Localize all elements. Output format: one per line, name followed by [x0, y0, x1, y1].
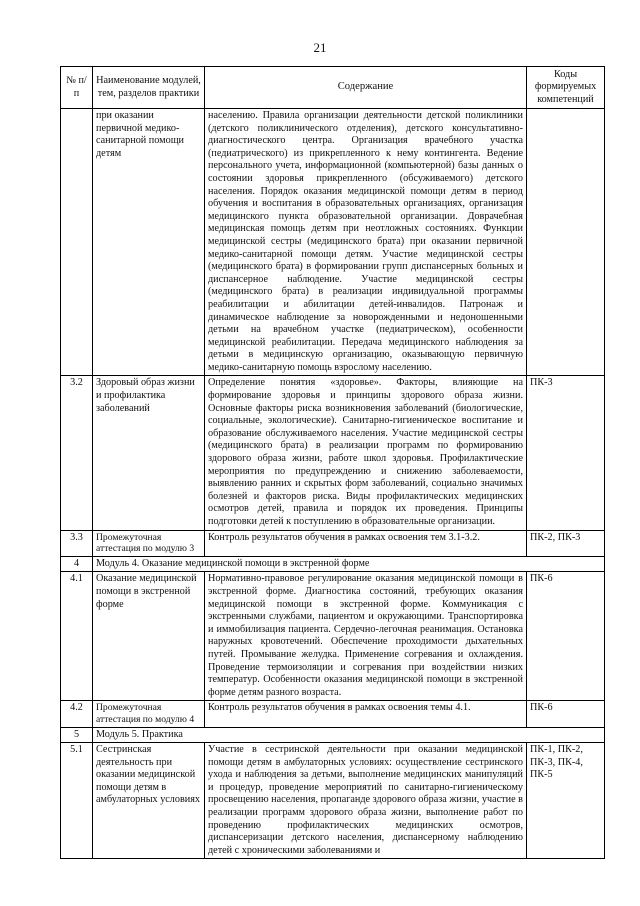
row-content: Участие в сестринской деятельности при оказании медицинской помощи детям в амбулаторных условиях: осуществление сестринского ухода и наблюдения за детьми, выполнение медицинских манипуляций и процедур, проведение мероприятий по санитарно-гигиеническому просвещению населения, пропаганде здорового образа жизни, участие в реализации программ здорового образа жизни, выполнение работ по проведению профилактических медицинских осмотров, диспансеризации детского населения, диспансерному наблюдению детей с хроническими заболеваниями и: [205, 743, 527, 859]
header-content: Содержание: [205, 67, 527, 109]
module-title: Модуль 5. Практика: [93, 727, 605, 743]
row-content: населению. Правила организации деятельности детской поликлиники (детского поликлинического отделения), детского консультативно-диагностического центра. Организация врачебного участка (педиатрического) из прикрепленного к нему контингента. Ведение персонального учета, информационной (компьютерной) базы данных о состоянии здоровья прикрепленного (обсуживаемого) детского населения. Порядок оказания медицинской помощи детям в период обучения и воспитания в образовательных организациях, организация медицинского пункта образовательной организации. Доврачебная медицинская помощь детям при неотложных состояниях. Функции медицинской сестры (медицинского брата) при оказании первичной медико-санитарной помощи детям. Участие медицинской сестры (медицинского брата) в формировании групп диспансерных больных и диспансерное наблюдение. Участие медицинской сестры (медицинского брата) в реализации индивидуальной программы реабилитации и абилитации детей-инвалидов. Патронаж и динамическое наблюдение за новорожденными и недоношенными детьми на врачебном участке (педиатрическом), особенности медицинской реабилитации. Передача медицинского наблюдения за детьми в медицинскую организацию, оказывающую первичную медико-санитарную помощь взрослому населению.: [205, 109, 527, 376]
table-row: [61, 572, 605, 701]
row-content: Контроль результатов обучения в рамках освоения тем 3.1-3.2.: [205, 530, 527, 556]
row-name: при оказании первичной медико-санитарной помощи детям: [93, 109, 205, 376]
row-num: 3.2: [61, 376, 93, 530]
table-row: [61, 109, 605, 376]
row-name: Оказание медицинской помощи в экстренной форме: [93, 572, 205, 701]
row-codes: ПК-6: [527, 572, 605, 701]
row-name: Здоровый образ жизни и профилактика заболеваний: [93, 376, 205, 530]
row-content: Контроль результатов обучения в рамках освоения темы 4.1.: [205, 701, 527, 727]
row-codes: ПК-2, ПК-3: [527, 530, 605, 556]
module-num: 5: [61, 727, 93, 743]
row-codes: ПК-3: [527, 376, 605, 530]
table-row: [61, 701, 605, 727]
table-row: [61, 530, 605, 556]
table-row: [61, 376, 605, 530]
row-content: Нормативно-правовое регулирование оказания медицинской помощи в экстренной форме. Диагностика состояний, требующих оказания медицинской помощи в экстренной форме. Коммуникация с экстренными службами, пациентом и окружающими. Транспортировка и иммобилизация пациента. Сердечно-легочная реанимация. Остановка наружных кровотечений. Обеспечение проходимости дыхательных путей. Промывание желудка. Применение согревания и охлаждения. Проведение термоизоляции и согревания при воздействии низких температур. Особенности оказания медицинской помощи в экстренной форме детям разного возраста.: [205, 572, 527, 701]
row-codes: ПК-1, ПК-2, ПК-3, ПК-4, ПК-5: [527, 743, 605, 859]
module-title: Модуль 4. Оказание медицинской помощи в экстренной форме: [93, 556, 605, 572]
header-num: № п/п: [61, 67, 93, 109]
row-num: 5.1: [61, 743, 93, 859]
row-codes: ПК-6: [527, 701, 605, 727]
row-name: Сестринская деятельность при оказании медицинской помощи детям в амбулаторных условиях: [93, 743, 205, 859]
table-row: [61, 743, 605, 859]
row-num: 3.3: [61, 530, 93, 556]
row-num: 4.2: [61, 701, 93, 727]
header-name: Наименование модулей, тем, разделов практики: [93, 67, 205, 109]
row-codes: [527, 109, 605, 376]
row-name: Промежуточная аттестация по модулю 4: [93, 701, 205, 727]
module-num: 4: [61, 556, 93, 572]
row-num: [61, 109, 93, 376]
row-content: Определение понятия «здоровье». Факторы, влияющие на формирование здоровья и принципы здорового образа жизни. Основные факторы риска возникновения заболеваний (биологические, социальные, экологические). Санитарно-гигиеническое воспитание и образование обслуживаемого населения. Участие медицинской сестры (медицинского брата) в реализации программ по формированию здорового образа жизни, работе школ здоровья. Профилактические мероприятия по предупреждению и снижению заболеваемости, выявлению ранних и скрытых форм заболеваний, социально значимых болезней и факторов риска. Виды профилактических медицинских осмотров детей, правила и порядок их проведения. Принципы подготовки детей к поступлению в образовательные организации.: [205, 376, 527, 530]
page-number: 21: [313, 40, 327, 55]
module-row: [61, 727, 605, 743]
row-name: Промежуточная аттестация по модулю 3: [93, 530, 205, 556]
module-row: [61, 556, 605, 572]
header-codes: Коды формируемых компетенций: [527, 67, 605, 109]
row-num: 4.1: [61, 572, 93, 701]
curriculum-table: [60, 66, 605, 859]
table-header-row: [61, 67, 605, 109]
